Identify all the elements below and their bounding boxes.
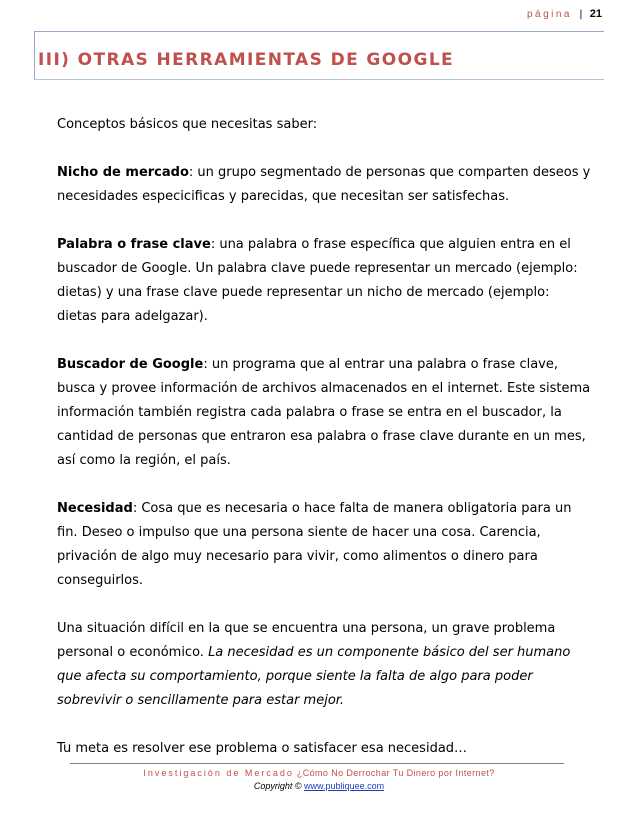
section-title: III) OTRAS HERRAMIENTAS DE GOOGLE xyxy=(38,50,455,70)
copyright-text: Copyright © xyxy=(253,781,305,791)
definition-nicho: : un grupo segmentado de personas que comparten deseos y necesidades especicificas y parecidas, que necesitan ser satisfechas. xyxy=(57,165,591,204)
footer-rule xyxy=(70,763,564,764)
situacion-italic: La necesidad es un componente básico del ser humano que afecta su comportamiento, porque siente la falta de algo para poder sobrevivir o sencillamente para estar mejor. xyxy=(57,645,571,708)
page-number: 21 xyxy=(589,8,602,20)
title-left-rule xyxy=(34,31,35,79)
document-body xyxy=(57,113,591,785)
definition-necesidad: : Cosa que es necesaria o hace falta de manera obligatoria para un fin. Deseo o impulso que una persona siente de hacer una cosa. Carencia, privación de algo muy necesario para vivir, como alimentos o dinero para conseguirlos. xyxy=(57,501,572,588)
title-top-rule xyxy=(34,31,604,32)
title-bottom-rule xyxy=(34,79,604,80)
closing-paragraph: Tu meta es resolver ese problema o satisfacer esa necesidad… xyxy=(57,741,468,756)
website-link[interactable]: www.publiquee.com xyxy=(304,781,385,791)
paragraph-nicho xyxy=(57,161,591,209)
paragraph-palabra-clave xyxy=(57,233,591,329)
footer-copyright xyxy=(0,780,638,793)
term-nicho: Nicho de mercado xyxy=(57,165,189,180)
footer-research-label: Investigación de Mercado xyxy=(143,768,294,778)
footer-title xyxy=(0,767,638,780)
term-palabra-clave: Palabra o frase clave xyxy=(57,237,211,252)
paragraph-necesidad xyxy=(57,497,591,593)
header-separator: | xyxy=(579,9,583,20)
term-buscador: Buscador de Google xyxy=(57,357,204,372)
definition-buscador: : un programa que al entrar una palabra o frase clave, busca y provee información de archivos almacenados en el internet. Este sistema información también registra cada palabra o frase se entra en el buscador, la cantidad de personas que entraron esa palabra o frase clave durante en un mes, así como la región, el país. xyxy=(57,357,591,468)
page-footer xyxy=(0,767,638,793)
page-header xyxy=(527,8,602,20)
situacion-text: Una situación difícil en la que se encuentra una persona, un grave problema personal o económico. xyxy=(57,621,556,660)
page-label: página xyxy=(526,9,572,20)
paragraph-buscador xyxy=(57,353,591,473)
definition-palabra-clave: : una palabra o frase específica que alguien entra en el buscador de Google. Un palabra clave puede representar un mercado (ejemplo: dietas) y una frase clave puede representar un nicho de mercado (ejemplo: dietas para adelgazar). xyxy=(57,237,578,324)
paragraph-situacion xyxy=(57,617,591,713)
intro-paragraph: Conceptos básicos que necesitas saber: xyxy=(57,117,318,132)
footer-subtitle: ¿Cómo No Derrochar Tu Dinero por Internet? xyxy=(293,768,495,778)
term-necesidad: Necesidad xyxy=(57,501,133,516)
